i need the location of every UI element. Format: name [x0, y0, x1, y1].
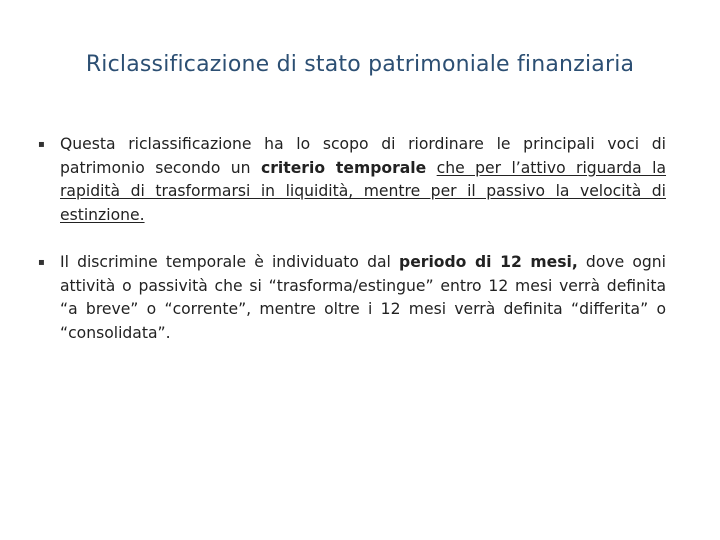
bullet-item-2 — [38, 251, 666, 345]
bullet-text: Questa riclassificazione ha lo scopo di riordinare le principali voci di patrimonio secondo un — [60, 135, 666, 177]
bullet-emphasis: periodo di 12 mesi, — [399, 253, 578, 271]
square-bullet-icon: ▪ — [38, 139, 45, 150]
bullet-emphasis: criterio temporale — [260, 158, 427, 177]
square-bullet-icon: ▪ — [38, 257, 45, 268]
bullet-text: Il discrimine temporale è individuato dal — [60, 253, 400, 271]
bullet-list — [38, 133, 666, 369]
bullet-underlined-text: che per l’attivo riguarda la rapidità di trasformarsi in liquidità, mentre per il passivo la velocità di estinzione. — [60, 158, 667, 224]
bullet-item-1 — [38, 133, 666, 227]
bullet-text — [426, 159, 436, 177]
slide-title: Riclassificazione di stato patrimoniale finanziaria — [85, 52, 635, 77]
bullet-text: dove ogni attività o passività che si “trasforma/estingue” entro 12 mesi verrà definita “a breve” o “corrente”, mentre oltre i 12 mesi verrà definita “differita” o “consolidata”. — [60, 253, 666, 342]
